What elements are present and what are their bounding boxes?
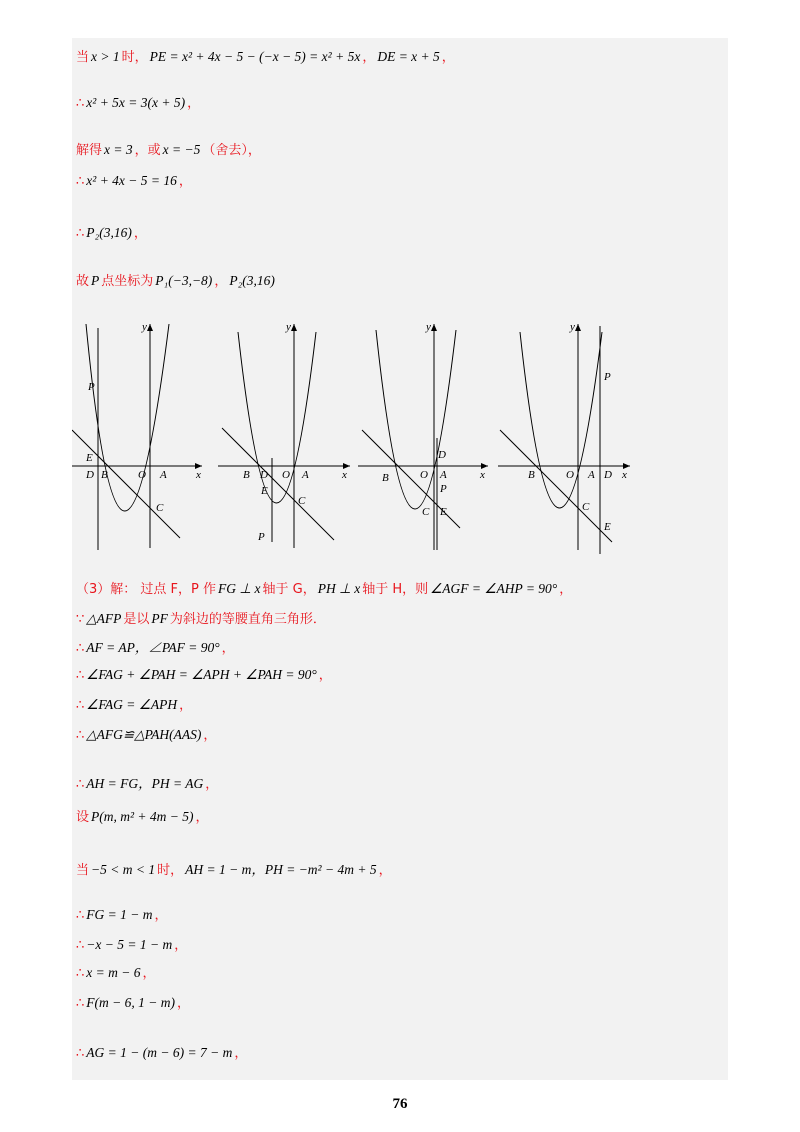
chinese-text: （舍去）， (202, 143, 261, 158)
chinese-text: 设 (76, 810, 90, 825)
chinese-text: ， (154, 908, 168, 923)
math-expression: △AFG≌△PAH(AAS) (86, 727, 202, 742)
chinese-text: ，或 (134, 143, 161, 158)
g4-label-y: y (570, 321, 575, 333)
page-sheet (72, 38, 728, 1080)
chinese-text: ∴ (76, 226, 85, 241)
page-number: 76 (392, 1096, 408, 1112)
solution-line (76, 806, 209, 825)
math-expression: −5 < m < 1 (91, 862, 156, 877)
math-expression: AG = 1 − (m − 6) = 7 − m (86, 1045, 233, 1060)
g2-label-a: A (302, 469, 309, 481)
chinese-text: 轴于 G， (262, 582, 316, 597)
math-expression: AH = FG，PH = AG (86, 776, 204, 791)
chinese-text: ， (133, 226, 147, 241)
chinese-text: 是以 (123, 612, 150, 627)
g2-label-x: x (342, 469, 347, 481)
math-expression: x = 3 (104, 142, 133, 157)
graph-panel (72, 318, 642, 556)
math-expression: △AFP (86, 611, 122, 626)
solution-line (76, 578, 572, 597)
solution-line (76, 170, 192, 189)
chinese-text: ， (214, 274, 228, 289)
g1-label-p: P (88, 381, 95, 393)
g2-label-y: y (286, 321, 291, 333)
math-expression: P (91, 273, 100, 288)
graph-3 (358, 321, 488, 550)
math-expression: PE = x² + 4x − 5 − (−x − 5) = x² + 5x (149, 49, 361, 64)
g1-label-y: y (142, 321, 147, 333)
g1-label-o: O (138, 469, 146, 481)
chinese-text: ∴ (76, 698, 85, 713)
solution-line (76, 904, 168, 923)
math-expression: FG = 1 − m (86, 907, 153, 922)
chinese-text: ∴ (76, 641, 85, 656)
g1-label-d: D (86, 469, 94, 481)
g4-label-b: B (528, 469, 535, 481)
solution-line (76, 992, 190, 1011)
g1-label-c: C (156, 502, 164, 514)
chinese-text: 当 (76, 50, 90, 65)
solution-line (76, 934, 187, 953)
g2-label-o: O (282, 469, 290, 481)
math-expression: F(m − 6, 1 − m) (86, 995, 175, 1010)
g3-label-a: A (440, 469, 447, 481)
solution-line (76, 962, 156, 981)
g4-label-a: A (588, 469, 595, 481)
chinese-text: 解得 (76, 143, 103, 158)
math-expression: AH = 1 − m，PH = −m² − 4m + 5 (185, 862, 377, 877)
math-expression: x > 1 (91, 49, 120, 64)
chinese-text: 轴于 H，则 (362, 582, 429, 597)
math-expression: −x − 5 = 1 − m (86, 937, 173, 952)
math-expression: x = −5 (162, 142, 201, 157)
solution-line (76, 46, 455, 65)
chinese-text: ∴ (76, 174, 85, 189)
chinese-text: ∵ (76, 612, 85, 627)
chinese-text: ， (559, 582, 573, 597)
solution-line (76, 1042, 247, 1061)
solution-line (76, 724, 216, 743)
chinese-text: 点坐标为 (101, 274, 154, 289)
chinese-text: ∴ (76, 728, 85, 743)
chinese-text: ∴ (76, 908, 85, 923)
g4-label-c: C (582, 501, 590, 513)
chinese-text: 时， (157, 863, 184, 878)
g3-label-b: B (382, 472, 389, 484)
solution-line (76, 664, 332, 683)
math-expression: P(m, m² + 4m − 5) (91, 809, 194, 824)
g3-label-o: O (420, 469, 428, 481)
chinese-text: ， (179, 698, 193, 713)
chinese-text: ， (203, 728, 217, 743)
chinese-text: ， (221, 641, 235, 656)
chinese-text: 故 (76, 274, 90, 289)
chinese-text: 时， (121, 50, 148, 65)
math-expression: P₂(3,16) (86, 225, 132, 240)
chinese-text: ， (174, 938, 188, 953)
chinese-text: ∴ (76, 996, 85, 1011)
g2-label-e: E (261, 485, 268, 497)
solution-line (76, 222, 147, 241)
g3-label-c: C (422, 506, 430, 518)
math-expression: P₂(3,16) (229, 273, 275, 288)
solution-line (76, 694, 192, 713)
g2-label-d: D (260, 469, 268, 481)
math-expression: P₁(−3,−8) (155, 273, 213, 288)
g4-label-e: E (604, 521, 611, 533)
chinese-text: ， (318, 668, 332, 683)
chinese-text: ， (378, 863, 392, 878)
math-expression: ∠FAG = ∠APH (86, 697, 178, 712)
g2-label-b: B (243, 469, 250, 481)
chinese-text: ∴ (76, 938, 85, 953)
chinese-text: ∴ (76, 1046, 85, 1061)
chinese-text: ， (177, 996, 191, 1011)
solution-line (76, 636, 235, 656)
g3-label-e: E (440, 506, 447, 518)
chinese-text: ， (187, 96, 201, 111)
solution-line (76, 139, 261, 158)
chinese-text: 为斜边的等腰直角三角形． (169, 612, 326, 627)
chinese-text: ∴ (76, 777, 85, 792)
g3-label-d: D (438, 449, 446, 461)
solution-line (76, 858, 392, 878)
math-expression: DE = x + 5 (377, 49, 440, 64)
g4-label-d: D (604, 469, 612, 481)
solution-line (76, 270, 277, 289)
math-expression: ∠AGF = ∠AHP = 90° (430, 581, 558, 596)
math-expression: ∠FAG + ∠PAH = ∠APH + ∠PAH = 90° (86, 667, 317, 682)
chinese-text: ∴ (76, 966, 85, 981)
chinese-text: ， (362, 50, 376, 65)
g1-label-a: A (160, 469, 167, 481)
graph-4 (498, 321, 630, 554)
chinese-text: ， (234, 1046, 248, 1061)
g1-label-b: B (101, 469, 108, 481)
g4-label-x: x (622, 469, 627, 481)
math-expression: PF (151, 611, 168, 626)
math-expression: x² + 5x = 3(x + 5) (86, 95, 186, 110)
chinese-text: ， (441, 50, 455, 65)
g3-label-x: x (480, 469, 485, 481)
g3-label-p: P (440, 483, 447, 495)
math-expression: x = m − 6 (86, 965, 141, 980)
chinese-text: ∴ (76, 668, 85, 683)
math-expression: PH ⊥ x (317, 581, 361, 596)
math-expression: x² + 4x − 5 = 16 (86, 173, 177, 188)
chinese-text: 当 (76, 863, 90, 878)
chinese-text: ∴ (76, 96, 85, 111)
g3-label-y: y (426, 321, 431, 333)
math-expression: AF = AP，∠PAF = 90° (86, 640, 220, 655)
graph-1 (72, 321, 202, 550)
g1-label-x: x (196, 469, 201, 481)
solution-line (76, 92, 200, 111)
chinese-text: ， (205, 777, 219, 792)
g2-label-c: C (298, 495, 306, 507)
g2-label-p: P (258, 531, 265, 543)
g1-label-e: E (86, 452, 93, 464)
chinese-text: ， (195, 810, 209, 825)
chinese-text: （3）解： 过点 F，P 作 (76, 582, 216, 597)
graph-2 (218, 321, 350, 548)
solution-line (76, 772, 218, 792)
solution-line (76, 608, 326, 627)
g4-label-o: O (566, 469, 574, 481)
math-expression: FG ⊥ x (218, 581, 261, 596)
g4-label-p: P (604, 371, 611, 383)
chinese-text: ， (178, 174, 192, 189)
chinese-text: ， (142, 966, 156, 981)
